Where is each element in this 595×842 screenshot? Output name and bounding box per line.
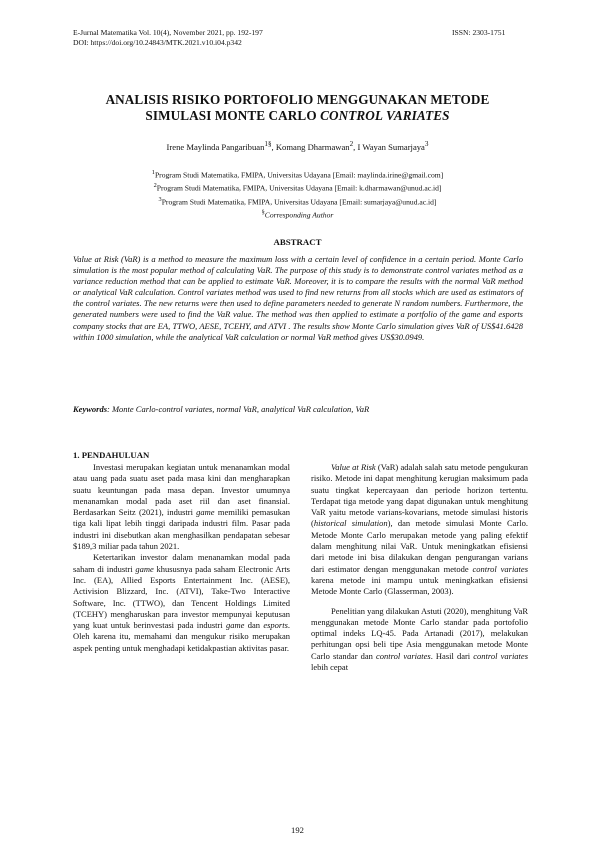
- affiliation-3-text: Program Studi Matematika, FMIPA, Universitas Udayana [Email: sumarjaya@unud.ac.id]: [161, 197, 437, 207]
- italic-term: game: [226, 620, 245, 631]
- author-1: Irene Maylinda Pangaribuan: [166, 141, 265, 152]
- page-number: 192: [291, 825, 304, 835]
- affiliation-1-number: 1: [151, 169, 155, 176]
- affiliation-2-text: Program Studi Matematika, FMIPA, Universitas Udayana [Email: k.dharmawan@unud.ac.id]: [156, 183, 442, 193]
- paragraph: [73, 462, 290, 552]
- issn: ISSN: 2303-1751: [452, 28, 506, 37]
- author-3: , I Wayan Sumarjaya: [353, 141, 425, 152]
- author-2: , Komang Dharmawan: [271, 141, 350, 152]
- corresponding-author-note: [40, 208, 555, 221]
- keywords-list: : Monte Carlo-control variates, normal VaR, analytical VaR calculation, VaR: [107, 404, 370, 414]
- author-list: [40, 140, 555, 152]
- title-line-1: ANALISIS RISIKO PORTOFOLIO MENGGUNAKAN METODE: [105, 92, 490, 107]
- affiliation-3-number: 3: [158, 195, 162, 203]
- right-column: [311, 462, 528, 673]
- italic-term: historical simulation: [313, 518, 388, 529]
- text-run: dan: [244, 620, 264, 631]
- text-run: lebih cepat: [311, 662, 349, 673]
- text-run: ), dan metode simulasi Monte Carlo. Metode Monte Carlo merupakan metode yang paling efektif dalam menghitung nilai VaR. Untuk meningkatkan efisiensi dari metode ini bisa dilakukan dengan pengurangan varians dari estimator dengan menggunakan metode: [311, 518, 528, 574]
- abstract-heading: ABSTRACT: [273, 237, 322, 247]
- affiliation-2: [40, 181, 555, 194]
- author-1-affiliation-mark: 1§: [264, 140, 272, 148]
- text-run: memiliki pemasukan tiga kali lipat lebih tinggi daripada industri film. Pasar pada industri ini disebutkan akan menghasilkan pendapatan sebesar $189,3 miliar pada tahun 2021.: [73, 507, 290, 552]
- italic-term: Value at Risk: [331, 462, 376, 472]
- title-line-2-plain: SIMULASI MONTE CARLO: [145, 108, 321, 123]
- left-column: [73, 462, 290, 654]
- title-line-2: [40, 108, 555, 124]
- section-heading: 1. PENDAHULUAN: [73, 450, 150, 460]
- paragraph: [73, 552, 290, 654]
- affiliations: [40, 168, 555, 221]
- text-run: Investasi merupakan kegiatan untuk menanamkan modal atau uang pada suatu aset pada masa kini dan mengharapkan suatu keuntungan pada masa depan. Investor umumnya menanamkan modal pada aset riil dan aset finansial. Berdasarkan Seitz (2021), industri: [73, 462, 290, 518]
- corresponding-author-label: Corresponding Author: [264, 210, 334, 220]
- text-run: . Hasil dari: [430, 650, 474, 661]
- author-3-affiliation-mark: 3: [424, 140, 429, 148]
- italic-term: game: [196, 507, 215, 518]
- text-run: khususnya pada saham Electronic Arts Inc. (EA), Allied Esports Entertainment Inc. (AESE), Activision Blizzard, Inc. (ATVI), Take-Two Interactive Software, Inc. (TTWO), dan Tencent Holdings Limited (TCEHY) mengharuskan para investor mempunyai keputusan yang kuat untuk berinvestasi pada industri: [73, 563, 290, 631]
- italic-term: game: [135, 563, 154, 574]
- keywords-label: Keywords: [73, 404, 107, 414]
- text-run: karena metode ini mampu untuk meningkatkan efisiensi Metode Monte Carlo (Glasserman, 2003).: [311, 574, 528, 597]
- paper-title: [40, 92, 555, 124]
- affiliation-1: [40, 168, 555, 181]
- affiliation-2-number: 2: [153, 182, 157, 190]
- text-run: Penelitian yang dilakukan Astuti (2020), menghitung VaR menggunakan metode Monte Carlo standar pada portofolio optimal indeks LQ-45. Pada Artanadi (2017), melakukan perhitungan opsi beli tipe Asia menggunakan metode Monte Carlo standar dan: [311, 605, 528, 661]
- abstract-body: Value at Risk (VaR) is a method to measure the maximum loss with a certain level of confidence in a certain period. Monte Carlo simulation is the most popular method of calculating VaR. The purpose of this study is to demonstrate control variates method as a variance reduction method that can be applied to estimate VaR. Moreover, it is to compare the results with the normal VaR method or analytical VaR calculation. Control variates method was used to find new returns from all stocks which are used as estimators of the control variates. The new returns were then used to define parameters needed to generate N random numbers. Furthermore, the generated numbers were used to find the VaR value. The method was then applied to estimate a portfolio of the game and esports company stocks that are EA, TTWO, AESE, TCEHY, and ATVI . The results show Monte Carlo simulation gives VaR of US$41.6428 within 1000 simulation, while the analytical VaR calculation or normal VaR method gives US$30.0949.: [73, 254, 523, 342]
- affiliation-3: [40, 195, 555, 208]
- italic-term: control variates: [375, 650, 431, 661]
- corresponding-mark: §: [261, 208, 265, 216]
- text-run: Ketertarikan investor dalam menanamkan modal pada saham di industri: [73, 552, 290, 574]
- text-run: (VaR) adalah salah satu metode pengukuran risiko. Metode ini dapat menghitung kerugian maksimum pada suatu tingkat kepercayaan dan periode horizon tertentu. Terdapat tiga metode yang dapat digunakan untuk menghitung VaR yaitu metode varians-kovarians, metode simulasi historis (: [311, 462, 528, 529]
- author-2-affiliation-mark: 2: [349, 140, 354, 148]
- italic-term: esports: [263, 620, 288, 631]
- affiliation-1-text: Program Studi Matematika, FMIPA, Universitas Udayana [Email: maylinda.irine@gmail.com]: [154, 170, 444, 180]
- doi-link[interactable]: DOI: https://doi.org/10.24843/MTK.2021.v10.i04.p342: [73, 38, 242, 47]
- title-line-2-italic: CONTROL VARIATES: [320, 108, 450, 123]
- italic-term: control variates: [473, 650, 528, 661]
- paragraph: [311, 606, 528, 674]
- text-run: . Oleh karena itu, memahami dan mengukur risiko merupakan aspek penting untuk menghadapi ketidakpastian aktivitas pasar.: [73, 620, 290, 653]
- italic-term: control variates: [472, 563, 529, 574]
- journal-citation: E-Jurnal Matematika Vol. 10(4), November 2021, pp. 192-197: [73, 28, 263, 37]
- keywords: [73, 404, 523, 414]
- paragraph: [311, 462, 528, 598]
